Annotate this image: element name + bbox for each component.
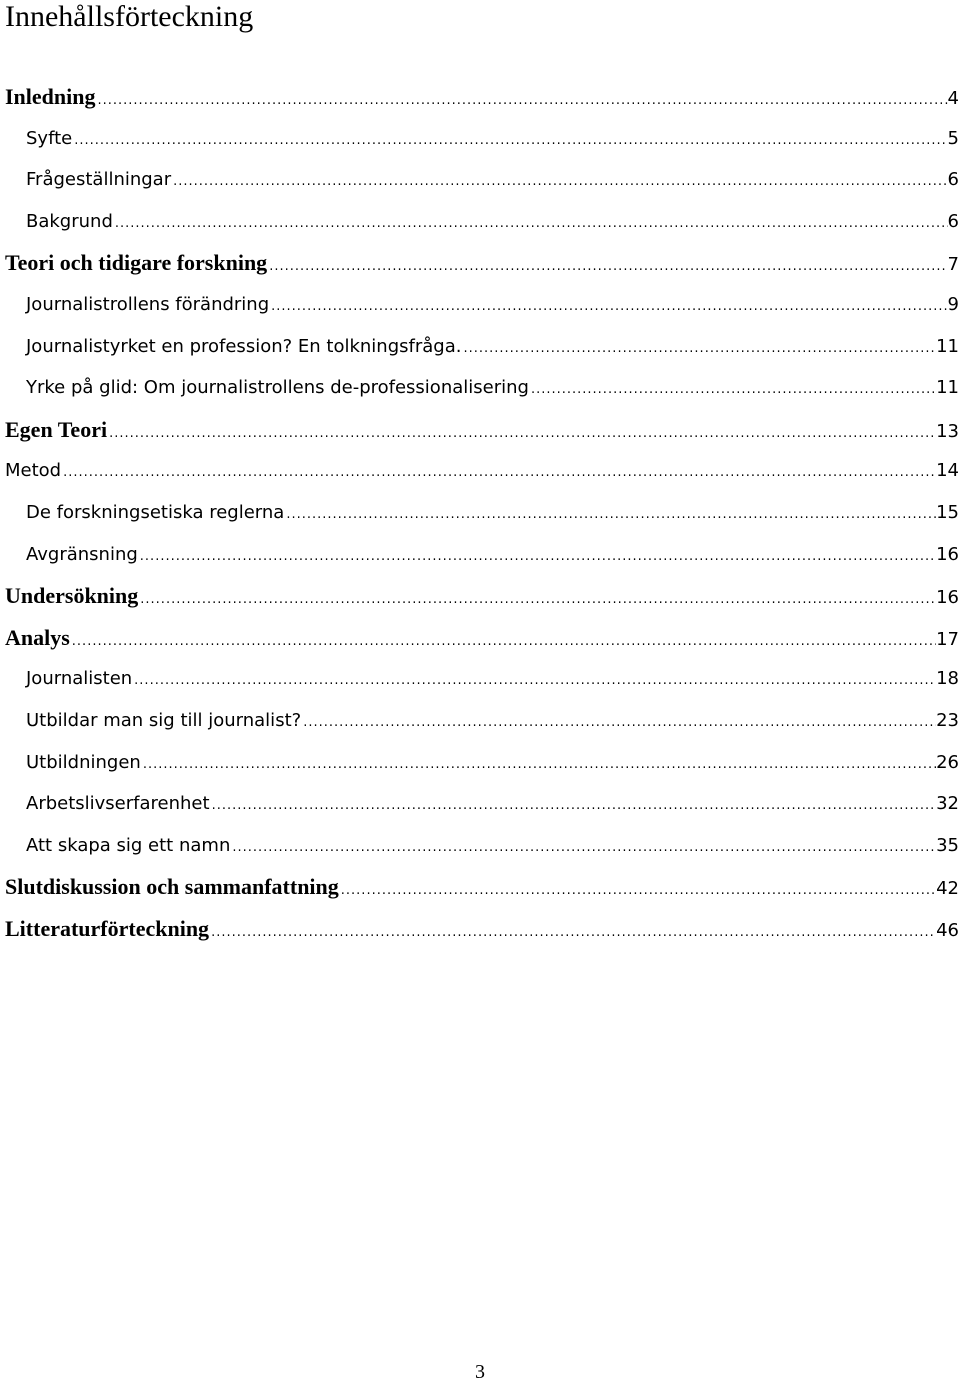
dot-leader bbox=[70, 621, 936, 663]
toc-entry-utbildningen[interactable] bbox=[5, 742, 959, 784]
dot-leader bbox=[96, 80, 948, 122]
toc-entry-label: Metod bbox=[5, 460, 62, 482]
toc-entry-page: 16 bbox=[936, 543, 959, 565]
toc-entry-page: 35 bbox=[936, 834, 959, 856]
dot-leader bbox=[284, 494, 936, 536]
toc-entry-page: 32 bbox=[936, 793, 959, 815]
toc-entry-att-skapa-sig-ett-namn[interactable] bbox=[5, 825, 959, 867]
dot-leader bbox=[138, 579, 936, 621]
toc-entry-page: 42 bbox=[936, 878, 959, 900]
toc-entry-egen-teori[interactable] bbox=[5, 409, 959, 451]
dot-leader bbox=[171, 161, 947, 203]
toc-entry-journalisten[interactable] bbox=[5, 658, 959, 700]
dot-leader bbox=[339, 870, 936, 912]
toc-entry-undersokning[interactable] bbox=[5, 575, 959, 617]
toc-entry-label: Journalistrollens förändring bbox=[26, 293, 270, 315]
toc-entry-page: 6 bbox=[947, 169, 959, 191]
toc-entry-slutdiskussion[interactable] bbox=[5, 866, 959, 908]
toc-entry-label: Inledning bbox=[5, 84, 96, 109]
dot-leader bbox=[209, 912, 936, 954]
toc-entry-label: Yrke på glid: Om journalistrollens de-professionalisering bbox=[26, 377, 529, 399]
toc-entry-label: Journalistyrket en profession? En tolkningsfråga. bbox=[26, 335, 462, 357]
toc-entry-label: Syfte bbox=[26, 127, 73, 149]
dot-leader bbox=[141, 744, 936, 786]
toc-entry-litteraturforteckning[interactable] bbox=[5, 908, 959, 950]
toc-entry-forskningsetiska-reglerna[interactable] bbox=[5, 492, 959, 534]
dot-leader bbox=[230, 827, 936, 869]
toc-entry-teori[interactable] bbox=[5, 242, 959, 284]
table-of-contents bbox=[5, 76, 959, 949]
dot-leader bbox=[132, 660, 936, 702]
toc-entry-page: 9 bbox=[947, 293, 959, 315]
toc-entry-journalistrollens-forandring[interactable] bbox=[5, 284, 959, 326]
toc-entry-page: 6 bbox=[947, 210, 959, 232]
dot-leader bbox=[61, 452, 936, 494]
toc-entry-journalistyrket-profession[interactable] bbox=[5, 326, 959, 368]
dot-leader bbox=[72, 120, 947, 162]
dot-leader bbox=[301, 702, 936, 744]
toc-entry-arbetslivserfarenhet[interactable] bbox=[5, 783, 959, 825]
page-number: 3 bbox=[475, 1361, 485, 1383]
toc-entry-page: 26 bbox=[936, 751, 959, 773]
toc-entry-page: 4 bbox=[947, 88, 959, 109]
toc-entry-analys[interactable] bbox=[5, 617, 959, 659]
toc-entry-page: 17 bbox=[936, 628, 959, 650]
toc-entry-page: 13 bbox=[936, 420, 959, 442]
toc-entry-label: Litteraturförteckning bbox=[5, 915, 210, 941]
dot-leader bbox=[113, 203, 948, 245]
dot-leader bbox=[267, 246, 947, 288]
toc-entry-page: 14 bbox=[936, 460, 959, 482]
document-title: Innehållsförteckning bbox=[5, 0, 254, 33]
dot-leader bbox=[107, 413, 936, 455]
toc-entry-page: 16 bbox=[936, 587, 959, 609]
toc-entry-page: 11 bbox=[936, 377, 959, 399]
toc-entry-label: Teori och tidigare forskning bbox=[5, 250, 268, 276]
toc-entry-label: Arbetslivserfarenhet bbox=[26, 793, 210, 815]
toc-entry-label: Egen Teori bbox=[5, 416, 108, 442]
toc-entry-page: 11 bbox=[936, 335, 959, 357]
toc-entry-label: De forskningsetiska reglerna bbox=[26, 501, 285, 523]
dot-leader bbox=[461, 328, 936, 370]
toc-entry-utbildar-man-sig[interactable] bbox=[5, 700, 959, 742]
toc-entry-page: 7 bbox=[947, 254, 959, 276]
toc-entry-yrke-pa-glid[interactable] bbox=[5, 367, 959, 409]
toc-entry-label: Att skapa sig ett namn bbox=[26, 834, 231, 856]
toc-entry-label: Journalisten bbox=[26, 668, 133, 690]
toc-entry-label: Frågeställningar bbox=[26, 169, 172, 191]
toc-entry-avgransning[interactable] bbox=[5, 534, 959, 576]
toc-entry-bakgrund[interactable] bbox=[5, 201, 959, 243]
toc-entry-syfte[interactable] bbox=[5, 118, 959, 160]
dot-leader bbox=[269, 286, 947, 328]
toc-entry-label: Avgränsning bbox=[26, 543, 138, 565]
toc-entry-metod[interactable] bbox=[5, 450, 959, 492]
toc-entry-label: Bakgrund bbox=[26, 210, 113, 232]
toc-entry-page: 15 bbox=[936, 501, 959, 523]
toc-entry-inledning[interactable] bbox=[5, 76, 959, 118]
toc-entry-page: 23 bbox=[936, 709, 959, 731]
toc-entry-page: 18 bbox=[936, 668, 959, 690]
toc-entry-label: Utbildningen bbox=[26, 751, 141, 773]
toc-entry-page: 5 bbox=[947, 127, 959, 149]
dot-leader bbox=[210, 785, 937, 827]
toc-entry-label: Undersökning bbox=[5, 583, 139, 609]
dot-leader bbox=[138, 536, 936, 578]
toc-entry-fragestallningar[interactable] bbox=[5, 159, 959, 201]
toc-entry-label: Utbildar man sig till journalist? bbox=[26, 709, 302, 731]
toc-entry-label: Analys bbox=[5, 624, 70, 650]
dot-leader bbox=[529, 369, 936, 411]
toc-entry-label: Slutdiskussion och sammanfattning bbox=[5, 874, 339, 900]
toc-entry-page: 46 bbox=[936, 919, 959, 941]
